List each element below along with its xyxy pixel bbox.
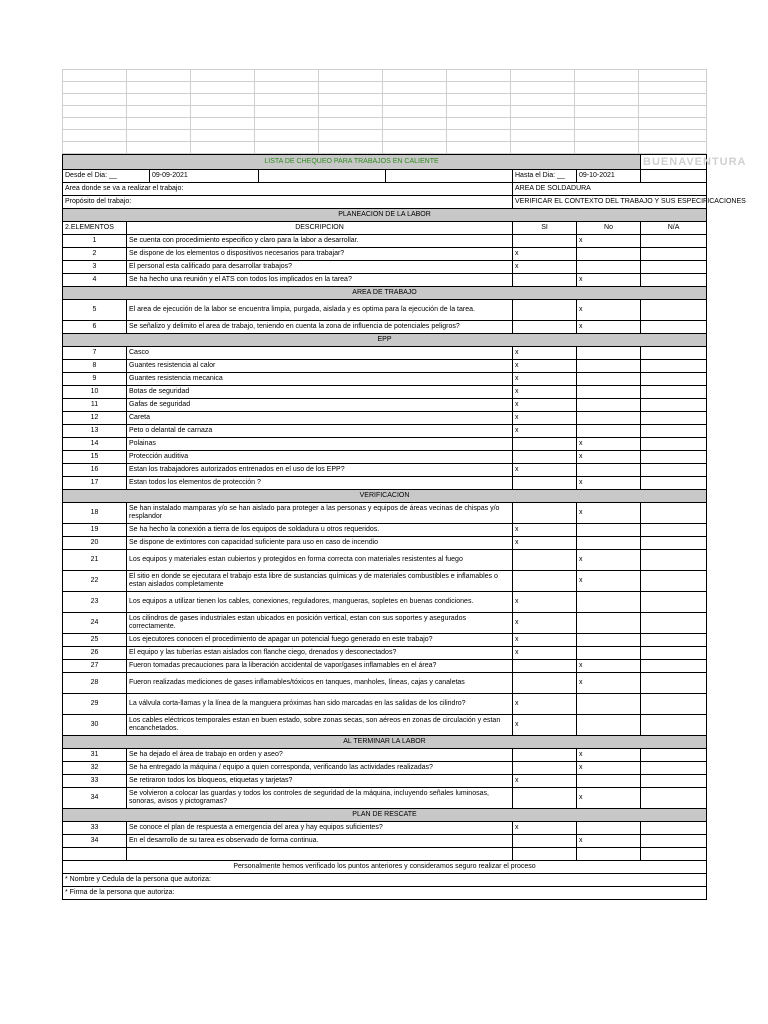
item-number: 12 [63,412,127,425]
answer-si[interactable]: x [513,373,577,386]
answer-si[interactable]: x [513,386,577,399]
answer-si[interactable]: x [513,425,577,438]
answer-na[interactable] [641,399,707,412]
verification-statement: Personalmente hemos verificado los puntos anteriores y consideramos seguro realizar el proceso [63,861,707,874]
proposito-value[interactable]: VERIFICAR EL CONTEXTO DEL TRABAJO Y SUS ESPECIFICACIONES [513,196,707,209]
item-description: Los equipos y materiales estan cubiertos y protegidos en forma correcta con materiales resistentes al fuego [127,550,513,571]
answer-no[interactable] [577,537,641,550]
answer-no[interactable] [577,592,641,613]
answer-si[interactable] [513,762,577,775]
answer-na[interactable] [641,775,707,788]
table-row [63,673,707,694]
item-number: 22 [63,571,127,592]
item-description: Los equipos a utilizar tienen los cables, conexiones, reguladores, mangueras, sopletes en buenas condiciones. [127,592,513,613]
answer-na[interactable] [641,613,707,634]
item-description: El sitio en donde se ejecutara el trabajo esta libre de sustancias químicas y de materiales combustibles e inflamables o estan aislados completamente [127,571,513,592]
item-description: Peto o delantal de carnaza [127,425,513,438]
answer-no[interactable]: x [577,571,641,592]
item-number: 6 [63,321,127,334]
item-number: 29 [63,694,127,715]
answer-si[interactable]: x [513,399,577,412]
answer-no[interactable]: x [577,660,641,673]
item-description: Se cuenta con procedimiento especifico y claro para la labor a desarrollar. [127,235,513,248]
answer-no[interactable]: x [577,451,641,464]
item-number: 7 [63,347,127,360]
answer-si[interactable]: x [513,775,577,788]
item-number: 17 [63,477,127,490]
answer-no[interactable]: x [577,550,641,571]
hasta-value[interactable]: 09-10-2021 [577,170,641,183]
answer-na[interactable] [641,822,707,835]
empty-row [63,848,707,861]
item-description: Polainas [127,438,513,451]
answer-na[interactable] [641,347,707,360]
answer-na[interactable] [641,274,707,287]
item-description: Fueron tomadas precauciones para la liberación accidental de vapor/gases inflamables en el área? [127,660,513,673]
answer-na[interactable] [641,673,707,694]
answer-si[interactable]: x [513,524,577,537]
item-number: 14 [63,438,127,451]
section-title: AREA DE TRABAJO [63,287,707,300]
item-number: 23 [63,592,127,613]
answer-si[interactable]: x [513,694,577,715]
column-header-row [63,222,707,235]
item-number: 33 [63,822,127,835]
answer-no[interactable] [577,261,641,274]
answer-na[interactable] [641,451,707,464]
table-row [63,660,707,673]
empty-cell [127,848,513,861]
answer-na[interactable] [641,524,707,537]
item-description: Se ha hecho una reunión y el ATS con todos los implicados en la tarea? [127,274,513,287]
answer-si[interactable]: x [513,261,577,274]
table-row [63,451,707,464]
item-number: 15 [63,451,127,464]
answer-no[interactable] [577,524,641,537]
table-row [63,386,707,399]
table-row [63,373,707,386]
item-description: Botas de seguridad [127,386,513,399]
table-row [63,274,707,287]
answer-na[interactable] [641,464,707,477]
item-description: Los cilindros de gases industriales estan ubicados en posición vertical, estan con sus soportes y asegurados correctamente. [127,613,513,634]
desde-value[interactable]: 09-09-2021 [150,170,259,182]
area-value[interactable]: AREA DE SOLDADURA [513,183,707,196]
table-row [63,775,707,788]
answer-si[interactable]: x [513,537,577,550]
item-number: 28 [63,673,127,694]
col-elementos: 2.ELEMENTOS [63,222,127,235]
answer-na[interactable] [641,694,707,715]
answer-si[interactable] [513,438,577,451]
answer-na[interactable] [641,261,707,274]
answer-na[interactable] [641,386,707,399]
answer-si[interactable] [513,788,577,809]
item-number: 18 [63,503,127,524]
answer-no[interactable] [577,775,641,788]
grid-blank-top [62,69,707,154]
table-row [63,537,707,550]
item-number: 31 [63,749,127,762]
table-row [63,425,707,438]
item-number: 30 [63,715,127,736]
table-row [63,592,707,613]
item-description: Los ejecutores conocen el procedimiento de apagar un potencial fuego generado en este trabajo? [127,634,513,647]
item-number: 33 [63,775,127,788]
answer-si[interactable]: x [513,412,577,425]
col-na: N/A [641,222,707,235]
answer-si[interactable]: x [513,822,577,835]
col-no: No [577,222,641,235]
item-description: Guantes resistencia al calor [127,360,513,373]
answer-na[interactable] [641,477,707,490]
answer-na[interactable] [641,503,707,524]
answer-na[interactable] [641,360,707,373]
table-row [63,261,707,274]
item-description: Se dispone de extintores con capacidad suficiente para uso en caso de incendio [127,537,513,550]
answer-si[interactable] [513,749,577,762]
section-title: PLANEACION DE LA LABOR [63,209,707,222]
item-description: Fueron realizadas mediciones de gases inflamables/tóxicos en tanques, manholes, líneas, cajas y canaletas [127,673,513,694]
answer-no[interactable] [577,347,641,360]
table-row [63,503,707,524]
item-number: 4 [63,274,127,287]
item-description: Se retiraron todos los bloqueos, etiquetas y tarjetas? [127,775,513,788]
answer-na[interactable] [641,300,707,321]
item-description: Casco [127,347,513,360]
answer-si[interactable] [513,451,577,464]
answer-na[interactable] [641,438,707,451]
item-number: 25 [63,634,127,647]
item-description: Se volvieron a colocar las guardas y todos los controles de seguridad de la máquina, incluyendo señales luminosas, sonoras, avisos y pictogramas? [127,788,513,809]
answer-si[interactable] [513,660,577,673]
item-description: Se dispone de los elementos o dispositivos necesarios para trabajar? [127,248,513,261]
item-number: 27 [63,660,127,673]
answer-si[interactable]: x [513,347,577,360]
answer-no[interactable] [577,360,641,373]
answer-no[interactable] [577,425,641,438]
answer-no[interactable]: x [577,235,641,248]
item-description: Se ha hecho la conexión a tierra de los equipos de soldadura u otros requeridos. [127,524,513,537]
brand-logo: BUENAVENTURA [641,155,707,170]
answer-si[interactable] [513,321,577,334]
col-descripcion: DESCRIPCION [127,222,513,235]
table-row [63,835,707,848]
item-number: 34 [63,788,127,809]
answer-no[interactable]: x [577,749,641,762]
table-row [63,477,707,490]
item-number: 21 [63,550,127,571]
answer-no[interactable]: x [577,835,641,848]
table-row [63,399,707,412]
answer-no[interactable]: x [577,438,641,451]
item-number: 24 [63,613,127,634]
answer-no[interactable]: x [577,788,641,809]
answer-na[interactable] [641,660,707,673]
item-number: 13 [63,425,127,438]
table-row [63,524,707,537]
table-row [63,571,707,592]
answer-na[interactable] [641,762,707,775]
answer-si[interactable]: x [513,634,577,647]
item-description: Los cables eléctricos temporales estan en buen estado, sobre zonas secas, son aéreos en zonas de circulación y estan encanchetados. [127,715,513,736]
empty-cell [577,848,641,861]
answer-na[interactable] [641,788,707,809]
answer-no[interactable] [577,694,641,715]
answer-si[interactable] [513,550,577,571]
answer-no[interactable] [577,412,641,425]
empty-cell [63,848,127,861]
section-header [63,209,707,222]
answer-no[interactable] [577,386,641,399]
item-description: Se ha dejado el área de trabajo en orden y aseo? [127,749,513,762]
item-number: 16 [63,464,127,477]
answer-no[interactable]: x [577,673,641,694]
section-header [63,287,707,300]
item-number: 19 [63,524,127,537]
item-description: Se han instalado mamparas y/o se han aislado para proteger a las personas y equipos de áreas vecinas de chispas y/o resplandor [127,503,513,524]
section-title: EPP [63,334,707,347]
checklist-table [62,154,747,900]
answer-na[interactable] [641,550,707,571]
item-description: Estan los trabajadores autorizados entrenados en el uso de los EPP? [127,464,513,477]
answer-si[interactable] [513,673,577,694]
answer-na[interactable] [641,571,707,592]
item-number: 5 [63,300,127,321]
answer-na[interactable] [641,749,707,762]
answer-no[interactable]: x [577,321,641,334]
table-row [63,248,707,261]
section-header [63,736,707,749]
answer-na[interactable] [641,321,707,334]
checklist-sheet [62,69,747,900]
answer-no[interactable]: x [577,762,641,775]
answer-na[interactable] [641,715,707,736]
section-title: PLAN DE RESCATE [63,809,707,822]
answer-si[interactable] [513,503,577,524]
answer-si[interactable] [513,274,577,287]
section-header [63,334,707,347]
item-number: 32 [63,762,127,775]
firma-field[interactable]: * Firma de la persona que autoriza: [63,887,707,900]
answer-si[interactable]: x [513,248,577,261]
answer-si[interactable] [513,477,577,490]
col-si: SI [513,222,577,235]
empty-cell [513,848,577,861]
area-label: Area donde se va a realizar el trabajo: [63,183,513,196]
answer-no[interactable] [577,715,641,736]
answer-na[interactable] [641,373,707,386]
answer-si[interactable] [513,571,577,592]
item-description: En el desarrollo de su tarea es observado de forma continua. [127,835,513,848]
item-description: La válvula corta-llamas y la línea de la manguera próximas han sido marcadas en las salidas de los cilindro? [127,694,513,715]
answer-no[interactable]: x [577,477,641,490]
table-row [63,438,707,451]
item-description: El area de ejecución de la labor se encuentra limpia, purgada, aislada y es optima para la ejecución de la tarea. [127,300,513,321]
answer-si[interactable]: x [513,613,577,634]
empty-cell [641,848,707,861]
answer-no[interactable] [577,613,641,634]
answer-si[interactable]: x [513,592,577,613]
item-description: Careta [127,412,513,425]
table-row [63,360,707,373]
proposito-label: Propósito del trabajo: [63,196,513,209]
answer-na[interactable] [641,425,707,438]
item-description: Gafas de seguridad [127,399,513,412]
answer-no[interactable] [577,647,641,660]
table-row [63,613,707,634]
table-row [63,822,707,835]
answer-na[interactable] [641,835,707,848]
section-title: AL TERMINAR LA LABOR [63,736,707,749]
item-description: Protección auditiva [127,451,513,464]
answer-no[interactable] [577,248,641,261]
table-row [63,321,707,334]
answer-na[interactable] [641,647,707,660]
answer-no[interactable]: x [577,300,641,321]
item-description: Se ha entregado la máquina / equipo a quien corresponda, verificando las actividades realizadas? [127,762,513,775]
table-row [63,634,707,647]
hasta-label: Hasta el Dia: __ [513,170,577,183]
item-number: 8 [63,360,127,373]
answer-si[interactable] [513,300,577,321]
answer-si[interactable]: x [513,360,577,373]
table-row [63,647,707,660]
item-description: El personal esta calificado para desarrollar trabajos? [127,261,513,274]
table-row [63,715,707,736]
section-title: VERIFICACION [63,490,707,503]
table-row [63,464,707,477]
answer-no[interactable] [577,634,641,647]
item-number: 3 [63,261,127,274]
table-row [63,788,707,809]
item-number: 26 [63,647,127,660]
table-row [63,550,707,571]
item-number: 20 [63,537,127,550]
desde-label: Desde el Dia: __ [63,170,150,182]
answer-na[interactable] [641,537,707,550]
item-description: Estan todos los elementos de protección ? [127,477,513,490]
table-row [63,235,707,248]
item-number: 10 [63,386,127,399]
answer-si[interactable]: x [513,647,577,660]
nombre-row [63,874,707,887]
item-description: El equipo y las tuberías estan aislados con flanche ciego, drenados y desconectados? [127,647,513,660]
answer-no[interactable]: x [577,503,641,524]
section-header [63,490,707,503]
table-row [63,347,707,360]
table-row [63,412,707,425]
item-number: 34 [63,835,127,848]
answer-na[interactable] [641,248,707,261]
answer-no[interactable] [577,399,641,412]
item-description: Se conoce el plan de respuesta a emergencia del area y hay equipos suficientes? [127,822,513,835]
item-description: Se señalizo y delimito el area de trabajo, teniendo en cuenta la zona de influencia de potenciales peligros? [127,321,513,334]
item-number: 11 [63,399,127,412]
answer-no[interactable] [577,464,641,477]
answer-no[interactable]: x [577,274,641,287]
item-number: 2 [63,248,127,261]
table-row [63,300,707,321]
answer-na[interactable] [641,634,707,647]
table-row [63,694,707,715]
answer-no[interactable] [577,822,641,835]
item-number: 9 [63,373,127,386]
answer-si[interactable] [513,835,577,848]
item-description: Guantes resistencia mecanica [127,373,513,386]
answer-na[interactable] [641,235,707,248]
table-row [63,762,707,775]
firma-row [63,887,707,900]
table-row [63,749,707,762]
answer-si[interactable]: x [513,715,577,736]
item-number: 1 [63,235,127,248]
answer-na[interactable] [641,412,707,425]
section-header [63,809,707,822]
nombre-field[interactable]: * Nombre y Cedula de la persona que autoriza: [63,874,707,887]
answer-si[interactable] [513,235,577,248]
statement-row [63,861,707,874]
answer-na[interactable] [641,592,707,613]
form-title: LISTA DE CHEQUEO PARA TRABAJOS EN CALIENTE [63,155,641,170]
answer-si[interactable]: x [513,464,577,477]
answer-no[interactable] [577,373,641,386]
